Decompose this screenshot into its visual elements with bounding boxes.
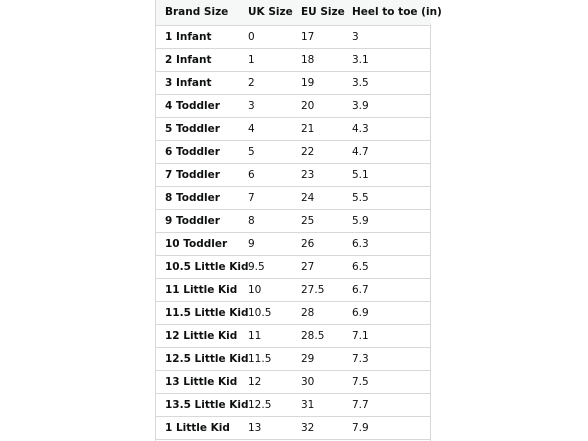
uk-size-cell: 10 [239, 279, 292, 302]
table-row [156, 118, 431, 141]
uk-size-cell: 2 [239, 72, 292, 95]
uk-size-cell: 6 [239, 164, 292, 187]
brand-size-cell: 10 Toddler [156, 233, 239, 256]
uk-size-cell: 10.5 [239, 302, 292, 325]
table-row [156, 325, 431, 348]
uk-size-cell: 4 [239, 118, 292, 141]
eu-size-cell: 18 [292, 49, 343, 72]
heel-to-toe-cell: 7.5 [343, 371, 431, 394]
brand-size-cell: 6 Toddler [156, 141, 239, 164]
heel-to-toe-cell: 6.7 [343, 279, 431, 302]
header-brand-size: Brand Size [156, 0, 239, 26]
uk-size-cell: 3 [239, 95, 292, 118]
eu-size-cell: 27.5 [292, 279, 343, 302]
heel-to-toe-cell: 7.9 [343, 417, 431, 440]
uk-size-cell: 9.5 [239, 256, 292, 279]
uk-size-cell: 11.5 [239, 348, 292, 371]
header-eu-size: EU Size [292, 0, 343, 26]
eu-size-cell: 29 [292, 348, 343, 371]
eu-size-cell: 28.5 [292, 325, 343, 348]
table-row [156, 72, 431, 95]
heel-to-toe-cell: 7.3 [343, 348, 431, 371]
uk-size-cell: 12.5 [239, 394, 292, 417]
heel-to-toe-cell: 3.1 [343, 49, 431, 72]
eu-size-cell: 23 [292, 164, 343, 187]
uk-size-cell: 12 [239, 371, 292, 394]
table-row [156, 302, 431, 325]
table-row [156, 164, 431, 187]
brand-size-cell: 1 Little Kid [156, 417, 239, 440]
brand-size-cell: 11 Little Kid [156, 279, 239, 302]
eu-size-cell: 24 [292, 187, 343, 210]
uk-size-cell: 11 [239, 325, 292, 348]
table-row [156, 210, 431, 233]
brand-size-cell: 11.5 Little Kid [156, 302, 239, 325]
table-header-row [156, 0, 431, 26]
heel-to-toe-cell: 5.5 [343, 187, 431, 210]
eu-size-cell: 17 [292, 26, 343, 49]
brand-size-cell: 3 Infant [156, 72, 239, 95]
header-uk-size: UK Size [239, 0, 292, 26]
table-row [156, 49, 431, 72]
eu-size-cell: 32 [292, 417, 343, 440]
eu-size-cell: 27 [292, 256, 343, 279]
eu-size-cell: 26 [292, 233, 343, 256]
size-chart-table [155, 0, 442, 441]
heel-to-toe-cell: 3.9 [343, 95, 431, 118]
brand-size-cell: 1 Infant [156, 26, 239, 49]
table-row [156, 371, 431, 394]
table-row [156, 95, 431, 118]
brand-size-cell: 8 Toddler [156, 187, 239, 210]
brand-size-cell: 7 Toddler [156, 164, 239, 187]
brand-size-cell: 5 Toddler [156, 118, 239, 141]
table-row [156, 279, 431, 302]
heel-to-toe-cell: 6.3 [343, 233, 431, 256]
eu-size-cell: 25 [292, 210, 343, 233]
brand-size-cell: 12.5 Little Kid [156, 348, 239, 371]
heel-to-toe-cell: 7.1 [343, 325, 431, 348]
table-row [156, 233, 431, 256]
table-row [156, 348, 431, 371]
uk-size-cell: 1 [239, 49, 292, 72]
table-row [156, 26, 431, 49]
heel-to-toe-cell: 4.7 [343, 141, 431, 164]
table-row [156, 141, 431, 164]
eu-size-cell: 22 [292, 141, 343, 164]
eu-size-cell: 28 [292, 302, 343, 325]
brand-size-cell: 2 Infant [156, 49, 239, 72]
heel-to-toe-cell: 4.3 [343, 118, 431, 141]
heel-to-toe-cell: 3 [343, 26, 431, 49]
brand-size-cell: 13 Little Kid [156, 371, 239, 394]
brand-size-cell: 12 Little Kid [156, 325, 239, 348]
table-row [156, 256, 431, 279]
eu-size-cell: 30 [292, 371, 343, 394]
eu-size-cell: 31 [292, 394, 343, 417]
brand-size-cell: 9 Toddler [156, 210, 239, 233]
heel-to-toe-cell: 5.9 [343, 210, 431, 233]
header-heel-to-toe: Heel to toe (in) [343, 0, 431, 26]
brand-size-cell: 13.5 Little Kid [156, 394, 239, 417]
heel-to-toe-cell: 6.5 [343, 256, 431, 279]
heel-to-toe-cell: 7.7 [343, 394, 431, 417]
table-row [156, 417, 431, 440]
brand-size-cell: 4 Toddler [156, 95, 239, 118]
uk-size-cell: 8 [239, 210, 292, 233]
heel-to-toe-cell: 5.1 [343, 164, 431, 187]
heel-to-toe-cell: 6.9 [343, 302, 431, 325]
uk-size-cell: 5 [239, 141, 292, 164]
uk-size-cell: 13 [239, 417, 292, 440]
uk-size-cell: 7 [239, 187, 292, 210]
table-row [156, 394, 431, 417]
eu-size-cell: 20 [292, 95, 343, 118]
brand-size-cell: 10.5 Little Kid [156, 256, 239, 279]
eu-size-cell: 19 [292, 72, 343, 95]
uk-size-cell: 0 [239, 26, 292, 49]
uk-size-cell: 9 [239, 233, 292, 256]
table-row [156, 187, 431, 210]
heel-to-toe-cell: 3.5 [343, 72, 431, 95]
eu-size-cell: 21 [292, 118, 343, 141]
